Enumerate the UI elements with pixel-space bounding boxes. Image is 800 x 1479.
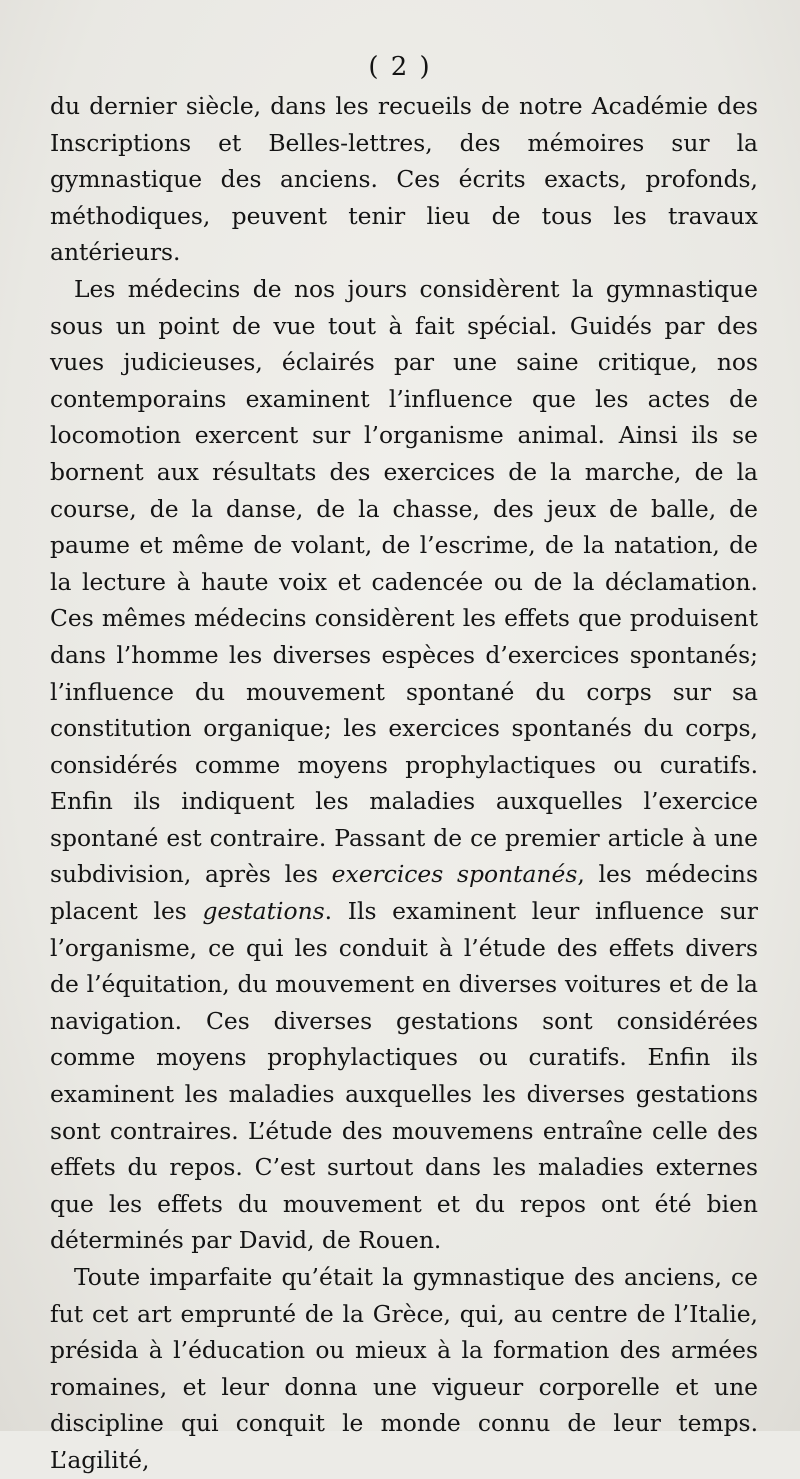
paragraph-2-mid: , les médecins placent les <box>50 860 759 926</box>
paragraph-2-text: Les médecins de nos jours considèrent la gymnastique sous un point de vue tout à fait spécial. Guidés par des vues judicieuses, éclairés par une saine critique, nos contemporains examinent l’influence que les actes de locomotion exercent sur l’organisme animal. Ainsi ils se bornent aux résultats des exercices de la marche, de la course, de la danse, de la chasse, des jeux de balle, de paume et même de volant, de l’escrime, de la natation, de la lecture à haute voix et cadencée ou de la déclamation. Ces mêmes médecins considèrent les effets que produisent dans l’homme les diverses espèces d’exercices spontanés; l’influence du mouvement spontané du corps sur sa constitution organique; les exercices spontanés du corps, considérés comme moyens prophylactiques ou curatifs. Enfin ils indiquent les maladies auxquelles l’exercice spontané est contraire. Passant de ce premier article à une subdivision, après les <box>50 274 758 889</box>
paragraph-3 <box>50 1259 758 1479</box>
paragraph-3-text: Toute imparfaite qu’était la gymnastique des anciens, ce fut cet art emprunté de la Grèce, qui, au centre de l’Italie, présida à l’éducation ou mieux à la formation des armées romaines, et leur donna une vigueur corporelle et une discipline qui conquit le monde connu de leur temps. L’agilité, <box>50 1263 758 1474</box>
paragraph-2-rest: . Ils examinent leur influence sur l’organisme, ce qui les conduit à l’étude des effets divers de l’équitation, du mouvement en diverses voitures et de la navigation. Ces diverses gestations sont considérées comme moyens prophylactiques ou curatifs. Enfin ils examinent les maladies auxquelles les diverses gestations sont contraires. L’étude des mouvemens entraîne celle des effets du repos. C’est surtout dans les maladies externes que les effets du mouvement et du repos ont été bien déterminés par David, de Rouen. <box>50 897 758 1255</box>
italic-exercices-spontanes: exercices spontanés <box>331 860 578 889</box>
paragraph-1 <box>50 88 758 271</box>
paragraph-1-text: du dernier siècle, dans les recueils de notre Académie des Inscriptions et Belles-lettres, des mémoires sur la gymnastique des anciens. Ces écrits exacts, profonds, méthodiques, peuvent tenir lieu de tous les travaux antérieurs. <box>50 92 758 267</box>
italic-gestations: gestations <box>202 897 325 926</box>
paragraph-2 <box>50 271 758 1259</box>
page-number: ( 2 ) <box>368 52 432 82</box>
body-text <box>50 88 758 1479</box>
